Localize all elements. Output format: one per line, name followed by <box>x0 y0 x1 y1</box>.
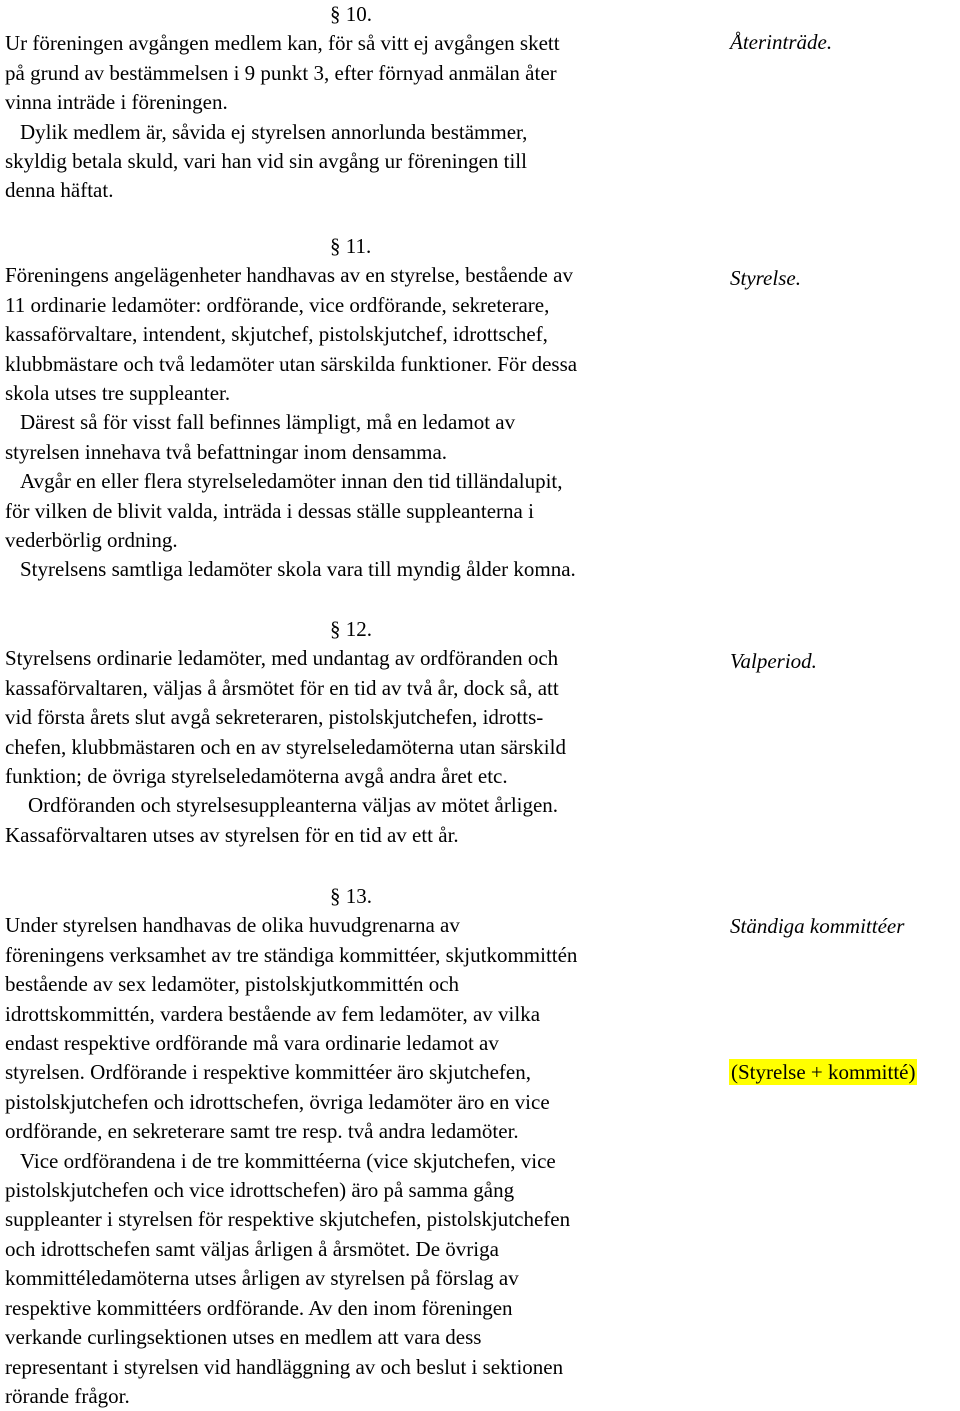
paragraph-line: Därest så för visst fall befinnes lämpligt, må en ledamot av <box>20 410 516 435</box>
paragraph-line: pistolskjutchefen och vice idrottschefen) äro på samma gång <box>5 1178 515 1203</box>
section-heading: § 11. <box>330 234 372 258</box>
paragraph-line: suppleanter i styrelsen för respektive skjutchefen, pistolskjutchefen <box>5 1207 571 1232</box>
section-heading: § 10. <box>330 2 372 26</box>
paragraph-line: Styrelsens ordinarie ledamöter, med undantag av ordföranden och <box>5 646 559 671</box>
section-10 <box>5 0 710 206</box>
paragraph-line: vederbörlig ordning. <box>5 528 178 553</box>
section-12 <box>5 615 710 850</box>
paragraph-line: styrelsen innehava två befattningar inom densamma. <box>5 439 448 464</box>
paragraph-line: endast respektive ordförande må vara ordinarie ledamot av <box>5 1031 499 1056</box>
paragraph-line: denna häftat. <box>5 178 114 203</box>
highlighted-note: (Styrelse + kommitté) <box>731 1060 916 1084</box>
paragraph-line: skyldig betala skuld, vari han vid sin avgång ur föreningen till <box>5 149 527 174</box>
margin-note-standing-committees: Ständiga kommittéer <box>730 914 905 938</box>
paragraph-line: 11 ordinarie ledamöter: ordförande, vice ordförande, sekreterare, <box>5 292 550 317</box>
margin-note-board: Styrelse. <box>730 266 801 290</box>
section-heading: § 12. <box>330 617 372 641</box>
margin-note-term: Valperiod. <box>730 649 817 673</box>
paragraph-line: kommittéledamöterna utses årligen av styrelsen på förslag av <box>5 1266 519 1291</box>
section-heading: § 13. <box>330 884 372 908</box>
paragraph-line: Vice ordförandena i de tre kommittéerna (vice skjutchefen, vice <box>20 1148 556 1173</box>
paragraph-line: skola utses tre suppleanter. <box>5 381 231 406</box>
paragraph-line: Avgår en eller flera styrelseledamöter innan den tid tilländalupit, <box>20 469 563 494</box>
paragraph-line: kassaförvaltaren, väljas å årsmötet för en tid av två år, dock så, att <box>5 675 559 700</box>
paragraph-line: Kassaförvaltaren utses av styrelsen för en tid av ett år. <box>5 822 459 847</box>
paragraph-line: idrottskommittén, vardera bestående av fem ledamöter, av vilka <box>5 1001 541 1026</box>
paragraph-line: och idrottschefen samt väljas årligen å årsmötet. De övriga <box>5 1236 499 1261</box>
paragraph-line: på grund av bestämmelsen i 9 punkt 3, efter förnyad anmälan åter <box>5 60 557 85</box>
paragraph-line: Föreningens angelägenheter handhavas av en styrelse, bestående av <box>5 263 573 288</box>
paragraph-line: klubbmästare och två ledamöter utan särskilda funktioner. För dessa <box>5 351 578 376</box>
paragraph-line: bestående av sex ledamöter, pistolskjutkommittén och <box>5 972 460 997</box>
section-13 <box>5 882 710 1411</box>
paragraph-line: representant i styrelsen vid handläggning av och beslut i sektionen <box>5 1354 564 1379</box>
paragraph-line: kassaförvaltare, intendent, skjutchef, pistolskjutchef, idrottschef, <box>5 322 548 347</box>
paragraph-line: respektive kommittéers ordförande. Av den inom föreningen <box>5 1295 513 1320</box>
paragraph-line: Dylik medlem är, såvida ej styrelsen annorlunda bestämmer, <box>20 119 528 144</box>
paragraph-line: föreningens verksamhet av tre ständiga kommittéer, skjutkommittén <box>5 942 578 967</box>
paragraph-line: rörande frågor. <box>5 1383 130 1408</box>
paragraph-line: vinna inträde i föreningen. <box>5 90 228 115</box>
paragraph-line: pistolskjutchefen och idrottschefen, övriga ledamöter äro en vice <box>5 1089 550 1114</box>
paragraph-line: Ur föreningen avgången medlem kan, för så vitt ej avgången skett <box>5 31 560 56</box>
paragraph-line: ordförande, en sekreterare samt tre resp. två andra ledamöter. <box>5 1119 519 1144</box>
paragraph-line: chefen, klubbmästaren och en av styrelseledamöterna utan särskild <box>5 734 566 759</box>
section-11 <box>5 232 710 585</box>
paragraph-line: Styrelsens samtliga ledamöter skola vara till myndig ålder komna. <box>20 557 576 582</box>
paragraph-line: för vilken de blivit valda, inträda i dessas ställe suppleanterna i <box>5 498 534 523</box>
paragraph-line: Ordföranden och styrelsesuppleanterna väljas av mötet årligen. <box>28 793 559 818</box>
paragraph-line: Under styrelsen handhavas de olika huvudgrenarna av <box>5 913 460 938</box>
margin-note-reentry: Återinträde. <box>730 30 833 54</box>
paragraph-line: vid första årets slut avgå sekreteraren, pistolskjutchefen, idrotts- <box>5 705 544 730</box>
paragraph-line: styrelsen. Ordförande i respektive kommittéer äro skjutchefen, <box>5 1060 531 1085</box>
paragraph-line: funktion; de övriga styrelseledamöterna avgå andra året etc. <box>5 764 508 789</box>
paragraph-line: verkande curlingsektionen utses en medlem att vara dess <box>5 1325 482 1350</box>
